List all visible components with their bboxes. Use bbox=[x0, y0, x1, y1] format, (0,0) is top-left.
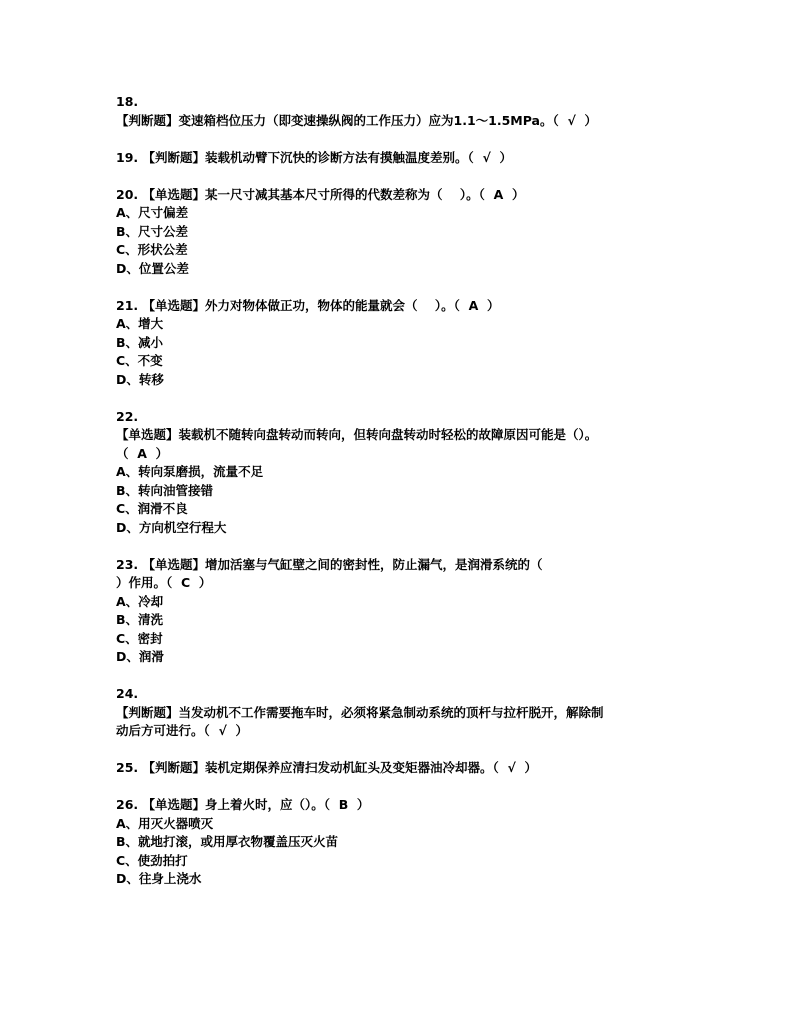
option-a: A、用灭火器喷灭 bbox=[116, 815, 214, 831]
question-text: 【判断题】当发动机不工作需要拖车时，必须将紧急制动系统的顶杆与拉杆脱开，解除制 bbox=[116, 704, 604, 720]
option-c: C、不变 bbox=[116, 353, 163, 368]
option-a: A、冷却 bbox=[116, 593, 164, 609]
question-text: 20. 【单选题】某一尺寸减其基本尺寸所得的代数差称为（ ）。（ A ） bbox=[116, 186, 525, 202]
option-c: C、使劲拍打 bbox=[116, 852, 188, 868]
question-text: 【单选题】装载机不随转向盘转动而转向，但转向盘转动时轻松的故障原因可能是（）。 bbox=[116, 427, 598, 442]
question-18 bbox=[116, 93, 686, 130]
question-number: 24. bbox=[116, 686, 139, 701]
option-d: D、润滑 bbox=[116, 649, 164, 664]
question-22 bbox=[116, 408, 686, 538]
option-b: B、尺寸公差 bbox=[116, 223, 189, 239]
option-b: B、减小 bbox=[116, 334, 164, 350]
question-text: 25. 【判断题】装机定期保养应清扫发动机缸头及变矩器油冷却器。（ √ ） bbox=[116, 760, 537, 775]
option-b: B、转向油管接错 bbox=[116, 482, 214, 498]
question-21 bbox=[116, 297, 686, 390]
question-text: 23. 【单选题】增加活塞与气缸壁之间的密封性，防止漏气，是润滑系统的（ bbox=[116, 556, 543, 572]
question-list bbox=[116, 93, 686, 907]
question-number: 18. bbox=[116, 94, 139, 109]
option-d: D、转移 bbox=[116, 371, 164, 387]
question-text-continued: ）作用。（ C ） bbox=[116, 575, 212, 590]
option-c: C、润滑不良 bbox=[116, 501, 188, 516]
question-26 bbox=[116, 796, 686, 889]
question-text: 【判断题】变速箱档位压力（即变速操纵阀的工作压力）应为1.1～1.5MPa。（ √ ） bbox=[116, 112, 597, 128]
option-a: A、增大 bbox=[116, 316, 164, 331]
answer-mark: （ A ） bbox=[116, 445, 169, 461]
option-a: A、尺寸偏差 bbox=[116, 205, 189, 220]
question-19 bbox=[116, 149, 686, 168]
question-23 bbox=[116, 556, 686, 667]
option-c: C、密封 bbox=[116, 630, 163, 646]
option-a: A、转向泵磨损，流量不足 bbox=[116, 464, 264, 479]
question-20 bbox=[116, 186, 686, 279]
question-text: 21. 【单选题】外力对物体做正功，物体的能量就会（ ）。（ A ） bbox=[116, 297, 500, 313]
question-number: 22. bbox=[116, 408, 139, 424]
option-c: C、形状公差 bbox=[116, 242, 188, 257]
option-b: B、就地打滚，或用厚衣物覆盖压灭火苗 bbox=[116, 834, 339, 849]
question-text-continued: 动后方可进行。（ √ ） bbox=[116, 723, 248, 738]
question-25 bbox=[116, 759, 686, 778]
option-b: B、清洗 bbox=[116, 612, 164, 627]
question-text: 19. 【判断题】装载机动臂下沉快的诊断方法有摸触温度差别。（ √ ） bbox=[116, 149, 512, 165]
option-d: D、往身上浇水 bbox=[116, 871, 202, 886]
option-d: D、方向机空行程大 bbox=[116, 519, 227, 535]
option-d: D、位置公差 bbox=[116, 260, 189, 276]
question-24 bbox=[116, 685, 686, 741]
question-text: 26. 【单选题】身上着火时，应（）。（ B ） bbox=[116, 797, 370, 812]
